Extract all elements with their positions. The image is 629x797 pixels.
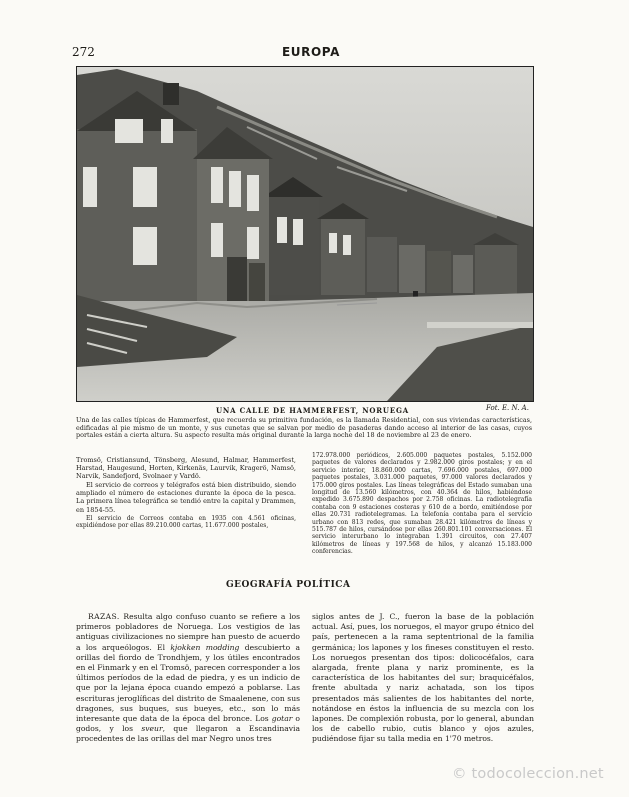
postal-statistics-paragraph: El servicio de Correos contaba en 1935 con 4.561 oficinas, expidiéndose por ellas 89.210.000 cartas, 11.677.000 postales, — [76, 514, 296, 530]
races-term-sveur: sveur — [141, 724, 163, 734]
watermark: © todocoleccion.net — [452, 766, 604, 782]
figure-description: Una de las calles típicas de Hammerfest, que recuerda su primitiva fundación, es la llamada Residential, con sus viviendas características, edificadas al pie mismo de un monte, y sus cunetas que se salvan por medio de pasaderas dando acceso al interior de las casas, cuyos portales están a cierta altura. Su aspecto resulta más original durante la larga noche del 18 de noviembre al 23 de enero. — [76, 416, 532, 440]
races-text-1: Resulta algo confuso cuanto se refiere a los primeros pobladores de Noruega. Los vestigios de las antiguas civilizaciones no siempre han puesto de acuerdo a los arqueólogos. El — [76, 612, 300, 652]
postal-paragraph: El servicio de correos y telégrafos está bien distribuido, siendo ampliado el número de estaciones durante la época de la pesca. La primera línea telegráfica se tendió entre la capital y Drammen, en 1854-55. — [76, 481, 296, 514]
races-lead: RAZAS. — [88, 612, 120, 621]
hammerfest-street-image — [77, 67, 533, 401]
section-heading: GEOGRAFÍA POLÍTICA — [226, 580, 351, 590]
races-text-4: , que llegaron a Escandinavia procedentes de las orillas del mar Negro unos tres — [76, 724, 300, 744]
towns-paragraph: Tromsö, Cristiansund, Tönsberg, Alesund, Halmar, Hammerfest, Harstad, Haugesund, Horten, Kirkenäs, Laurvik, Kragerö, Namsö, Narvik, Sandefjord, Svolnaer y Vardö. — [76, 456, 296, 481]
races-column-right: siglos antes de J. C., fueron la base de la población actual. Así, pues, los noruegos, el mayor grupo étnico del país, pertenecen a la rama septentrional de la familia germánica; los lapones y los fineses constituyen el resto. Los noruegos presentan dos tipos: dolicocéfalos, cara alargada, frente plana y nariz prominente, es la característica de los habitantes del sur; braquicéfalos, frente abultada y nariz achatada, son los tipos presentados más salientes de los habitantes del norte, notándose en éstos la influencia de su mezcla con los lapones. De complexión robusta, por lo general, abundan los de cabello rubio, cutis blanco y ojos azules, pudiéndose fijar su talla media en 1'70 metros. — [312, 612, 534, 744]
street-photograph — [76, 66, 534, 402]
page-number: 272 — [72, 45, 95, 59]
races-text-3: o godos, y los — [76, 714, 300, 734]
left-column — [76, 456, 296, 530]
races-column-left — [76, 612, 300, 745]
right-column — [312, 452, 532, 557]
running-head: EUROPA — [282, 45, 340, 59]
telecom-statistics-paragraph: 172.978.000 periódicos, 2.605.000 paquetes postales, 5.152.000 paquetes de valores declarados y 2.982.000 giros postales; y en el servicio interior, 18.860.000 cartas, 7.696.000 postales, 697.000 paquetes postales, 3.031.000 paquetes, 97.000 valores declarados y 175.000 giros postales. Las líneas telegráficas del Estado sumaban una longitud de 13.560 kilómetros, con 40.364 de hilos, habiéndose expedido 3.675.890 despachos por 2.758 oficinas. La radiotelegrafía contaba con 9 estaciones costeras y 610 de a bordo, emitiéndose por ellas 20.731 radiotelegramas. La telefonía contaba para el servicio urbano con 813 redes, que sumaban 28.421 kilómetros de líneas y 515.787 de hilos, cursándose por ellas 260.801.101 conversaciones. El servicio interurbano lo integraban 1.391 circuitos, con 27.407 kilómetros de líneas y 197.568 de hilos, y alcanzó 15.183.000 conferencias. — [312, 452, 532, 556]
figure-caption: UNA CALLE DE HAMMERFEST, NORUEGA — [216, 406, 409, 415]
photo-credit: Fot. E. N. A. — [486, 404, 529, 412]
races-text-2: descubierto a orillas del fiordo de Trondhjem, y los útiles encontrados en el Finmark y en el Tromsö, parecen corresponder a los últimos períodos de la edad de piedra, y es un indicio de que por la lejana época cuando empezó a poblarse. Las escrituras jeroglíficas del distrito de Smaalenene, con sus dragones, sus buques, sus bueyes, etc., son lo más interesante que data de la época del bronce. Los — [76, 642, 300, 724]
races-term-gotar: gotar — [271, 714, 293, 724]
races-term-kjokken: kjokken modding — [170, 642, 240, 652]
